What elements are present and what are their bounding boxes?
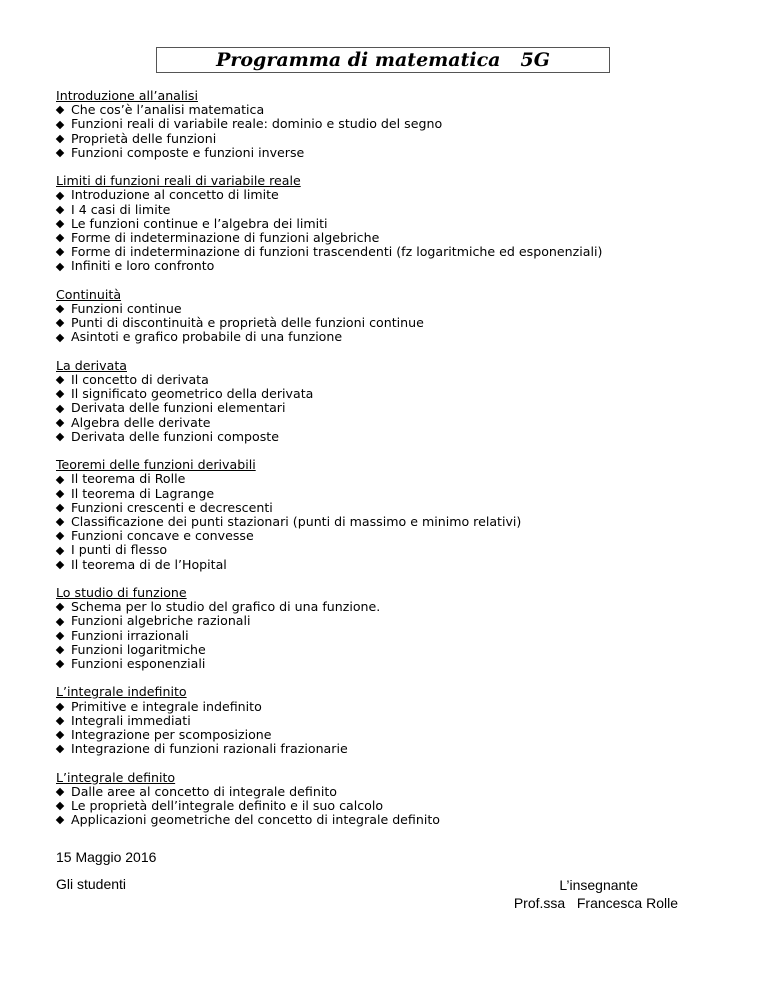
list-item-text: Funzioni continue — [71, 301, 182, 317]
list-item — [56, 387, 756, 401]
list-item — [56, 132, 756, 146]
list-item — [56, 728, 756, 742]
list-item-text: Integrali immediati — [71, 712, 191, 728]
list-item-text: Infiniti e loro confronto — [71, 258, 215, 274]
list-item-text: I 4 casi di limite — [71, 201, 171, 217]
diamond-bullet-icon — [56, 149, 64, 157]
teacher-role: L’insegnante — [559, 877, 638, 893]
diamond-bullet-icon — [56, 816, 64, 824]
list-item — [56, 614, 756, 628]
section — [56, 89, 756, 160]
section-title: L’integrale definito — [56, 769, 176, 785]
diamond-bullet-icon — [56, 433, 64, 441]
list-item — [56, 416, 756, 430]
diamond-bullet-icon — [56, 333, 64, 341]
list-item-text: Forme di indeterminazione di funzioni algebriche — [71, 230, 380, 246]
list-item — [56, 203, 756, 217]
diamond-bullet-icon — [56, 120, 64, 128]
diamond-bullet-icon — [56, 404, 64, 412]
list-item — [56, 373, 756, 387]
list-item-text: Derivata delle funzioni composte — [71, 428, 279, 444]
section-title: Teoremi delle funzioni derivabili — [56, 457, 256, 473]
diamond-bullet-icon — [56, 717, 64, 725]
list-item-text: Proprietà delle funzioni — [71, 130, 217, 146]
list-item — [56, 245, 756, 259]
list-item — [56, 813, 756, 827]
list-item-text: Asintoti e grafico probabile di una funzione — [71, 329, 343, 345]
list-item-text: Funzioni algebriche razionali — [71, 613, 251, 629]
list-item — [56, 529, 756, 543]
list-item — [56, 146, 756, 160]
list-item — [56, 217, 756, 231]
diamond-bullet-icon — [56, 518, 64, 526]
list-item — [56, 401, 756, 415]
list-item — [56, 600, 756, 614]
title-class: 5G — [520, 49, 550, 71]
diamond-bullet-icon — [56, 546, 64, 554]
section-title: L’integrale indefinito — [56, 684, 187, 700]
section-title: La derivata — [56, 357, 127, 373]
list-item-text: Schema per lo studio del grafico di una funzione. — [71, 599, 381, 615]
list-item-text: Funzioni composte e funzioni inverse — [71, 144, 305, 160]
list-item — [56, 785, 756, 799]
diamond-bullet-icon — [56, 532, 64, 540]
list-item-text: I punti di flesso — [71, 542, 168, 558]
students-signature-label: Gli studenti — [56, 876, 127, 892]
list-item-text: Applicazioni geometriche del concetto di integrale definito — [71, 812, 440, 828]
list-item — [56, 657, 756, 671]
section-title: Continuità — [56, 286, 122, 302]
diamond-bullet-icon — [56, 475, 64, 483]
list-item-text: Integrazione di funzioni razionali frazionarie — [71, 741, 348, 757]
list-item-text: Funzioni irrazionali — [71, 627, 189, 643]
list-item-text: Il teorema di Lagrange — [71, 485, 215, 501]
list-item-text: Funzioni logaritmiche — [71, 641, 206, 657]
diamond-bullet-icon — [56, 745, 64, 753]
section-title: Introduzione all’analisi — [56, 88, 198, 103]
list-item-text: Introduzione al concetto di limite — [71, 187, 279, 203]
diamond-bullet-icon — [56, 788, 64, 796]
section-title: Lo studio di funzione — [56, 585, 187, 601]
diamond-bullet-icon — [56, 646, 64, 654]
list-item — [56, 188, 756, 202]
list-item-text: Il significato geometrico della derivata — [71, 386, 314, 402]
section — [56, 685, 756, 756]
list-item-text: Forme di indeterminazione di funzioni trascendenti (fz logaritmiche ed esponenziali) — [71, 244, 603, 260]
list-item — [56, 259, 756, 273]
list-item — [56, 714, 756, 728]
list-item — [56, 472, 756, 486]
diamond-bullet-icon — [56, 191, 64, 199]
list-item — [56, 629, 756, 643]
list-item-text: Funzioni esponenziali — [71, 656, 206, 672]
document-title — [156, 47, 610, 73]
list-item — [56, 487, 756, 501]
diamond-bullet-icon — [56, 248, 64, 256]
list-item-text: Classificazione dei punti stazionari (punti di massimo e minimo relativi) — [71, 514, 522, 530]
section — [56, 288, 756, 345]
list-item — [56, 543, 756, 557]
list-item — [56, 430, 756, 444]
diamond-bullet-icon — [56, 220, 64, 228]
diamond-bullet-icon — [56, 617, 64, 625]
list-item-text: Integrazione per scomposizione — [71, 727, 272, 743]
section — [56, 771, 756, 828]
section — [56, 458, 756, 572]
program-sections — [56, 89, 756, 842]
diamond-bullet-icon — [56, 631, 64, 639]
list-item — [56, 643, 756, 657]
list-item-text: Funzioni reali di variabile reale: dominio e studio del segno — [71, 116, 443, 132]
list-item — [56, 700, 756, 714]
teacher-signature-block — [514, 876, 678, 912]
diamond-bullet-icon — [56, 489, 64, 497]
diamond-bullet-icon — [56, 262, 64, 270]
diamond-bullet-icon — [56, 305, 64, 313]
list-item-text: Le proprietà dell’integrale definito e il suo calcolo — [71, 798, 384, 814]
section — [56, 359, 756, 444]
section — [56, 174, 756, 273]
list-item — [56, 558, 756, 572]
list-item — [56, 117, 756, 131]
list-item — [56, 799, 756, 813]
list-item-text: Le funzioni continue e l’algebra dei limiti — [71, 215, 328, 231]
diamond-bullet-icon — [56, 504, 64, 512]
diamond-bullet-icon — [56, 134, 64, 142]
list-item-text: Algebra delle derivate — [71, 414, 211, 430]
list-item — [56, 515, 756, 529]
teacher-name: Prof.ssa Francesca Rolle — [513, 895, 678, 911]
list-item — [56, 302, 756, 316]
diamond-bullet-icon — [56, 205, 64, 213]
list-item-text: Funzioni crescenti e decrescenti — [71, 499, 273, 515]
title-text: Programma di matematica — [216, 49, 501, 71]
list-item — [56, 316, 756, 330]
document-date: 15 Maggio 2016 — [56, 849, 157, 865]
section — [56, 586, 756, 671]
list-item — [56, 103, 756, 117]
list-item-text: Il teorema di de l’Hopital — [71, 556, 227, 572]
list-item — [56, 330, 756, 344]
section-title: Limiti di funzioni reali di variabile reale — [56, 173, 301, 189]
diamond-bullet-icon — [56, 802, 64, 810]
diamond-bullet-icon — [56, 603, 64, 611]
list-item-text: Dalle aree al concetto di integrale definito — [71, 783, 337, 799]
diamond-bullet-icon — [56, 234, 64, 242]
diamond-bullet-icon — [56, 106, 64, 114]
diamond-bullet-icon — [56, 560, 64, 568]
list-item-text: Il teorema di Rolle — [71, 471, 186, 487]
diamond-bullet-icon — [56, 319, 64, 327]
list-item-text: Primitive e integrale indefinito — [71, 698, 262, 714]
diamond-bullet-icon — [56, 418, 64, 426]
list-item-text: Che cos’è l’analisi matematica — [71, 102, 265, 118]
list-item-text: Funzioni concave e convesse — [71, 528, 254, 544]
diamond-bullet-icon — [56, 660, 64, 668]
list-item — [56, 501, 756, 515]
list-item — [56, 742, 756, 756]
list-item — [56, 231, 756, 245]
list-item-text: Il concetto di derivata — [71, 372, 209, 388]
diamond-bullet-icon — [56, 702, 64, 710]
diamond-bullet-icon — [56, 376, 64, 384]
list-item-text: Derivata delle funzioni elementari — [71, 400, 286, 416]
diamond-bullet-icon — [56, 731, 64, 739]
diamond-bullet-icon — [56, 390, 64, 398]
list-item-text: Punti di discontinuità e proprietà delle funzioni continue — [71, 315, 424, 331]
